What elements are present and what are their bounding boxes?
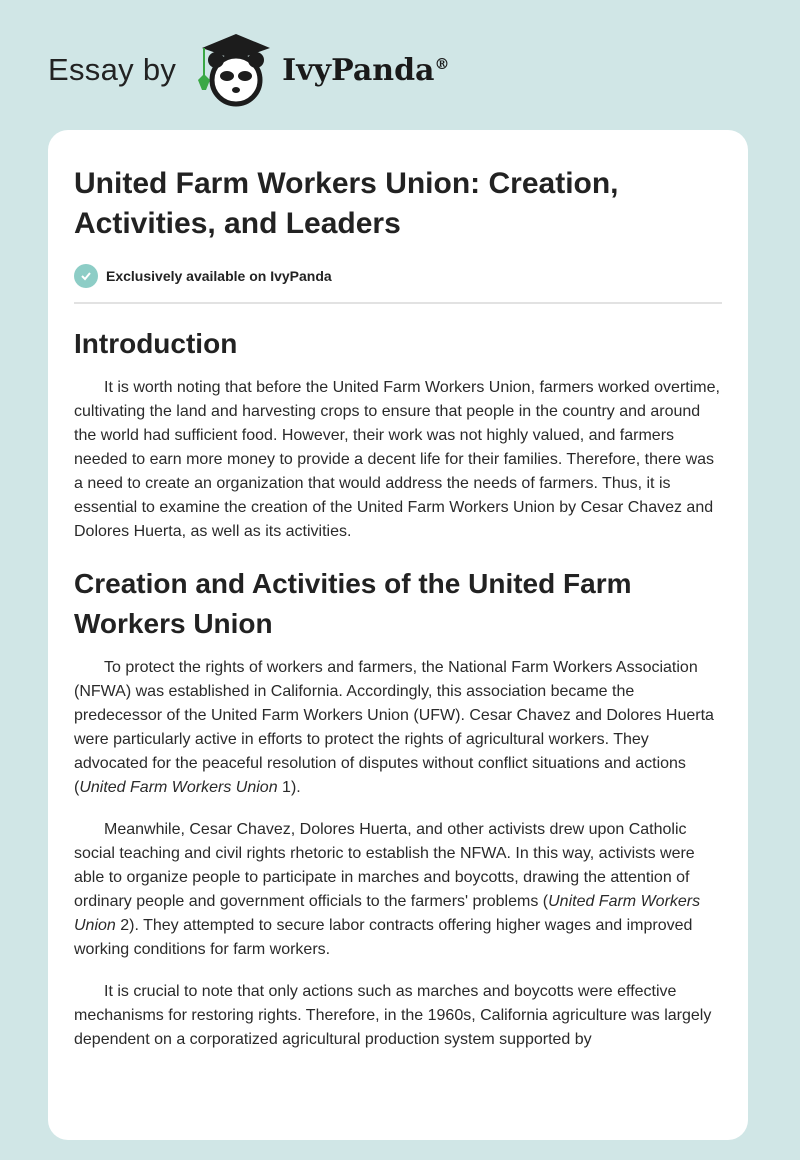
paragraph [74,376,722,544]
paragraph-text: 1). [277,779,301,796]
divider [74,302,722,304]
paragraph [74,656,722,800]
paragraph-text: To protect the rights of workers and farmers, the National Farm Workers Association (NFWA) was established in California. Accordingly, this association became the predecessor of the United Farm Workers Union (UFW). Cesar Chavez and Dolores Huerta were particularly active in efforts to protect the rights of agricultural workers. They advocated for the peaceful resolution of disputes without conflict situations and actions ( [74,659,714,796]
essay-body [74,324,722,1052]
section-heading: Creation and Activities of the United Farm Workers Union [74,568,632,639]
essay-by-label: Essay by [48,52,177,87]
paragraph-text: Meanwhile, Cesar Chavez, Dolores Huerta, and other activists drew upon Catholic social teaching and civil rights rhetoric to establish the NFWA. In this way, activists were able to organize people to participate in marches and boycotts, drawing the attention of ordinary people and government officials to the farmers' problems ( [74,821,695,910]
exclusive-text: Exclusively available on IvyPanda [106,268,332,284]
check-icon [74,264,98,288]
brand-name[interactable]: IvyPanda® [282,52,450,88]
exclusive-badge [74,264,722,288]
paragraph [74,818,722,962]
citation-title: United Farm Workers Union [74,893,701,934]
paragraph-text: It is crucial to note that only actions such as marches and boycotts were effective mechanisms for restoring rights. Therefore, in the 1960s, California agriculture was largely dependent on a corporatized agricultural production system supported by [74,983,712,1048]
paragraph-text: 2). They attempted to secure labor contracts offering higher wages and improved working conditions for farm workers. [74,917,693,958]
site-header [48,30,450,110]
section-heading: Introduction [74,328,238,359]
essay-card [48,130,748,1140]
citation-title: United Farm Workers Union [79,779,278,796]
paragraph [74,980,722,1052]
paragraph-text: It is worth noting that before the United Farm Workers Union, farmers worked overtime, cultivating the land and harvesting crops to ensure that people in the country and around the world had sufficient food. However, their work was not highly valued, and farmers needed to earn more money to provide a decent life for their families. Therefore, there was a need to create an organization that would address the needs of farmers. Thus, it is essential to examine the creation of the United Farm Workers Union by Cesar Chavez and Dolores Huerta, as well as its activities. [74,379,720,540]
ivypanda-logo-icon[interactable] [194,30,274,110]
essay-title: United Farm Workers Union: Creation, Activities, and Leaders [74,167,619,240]
